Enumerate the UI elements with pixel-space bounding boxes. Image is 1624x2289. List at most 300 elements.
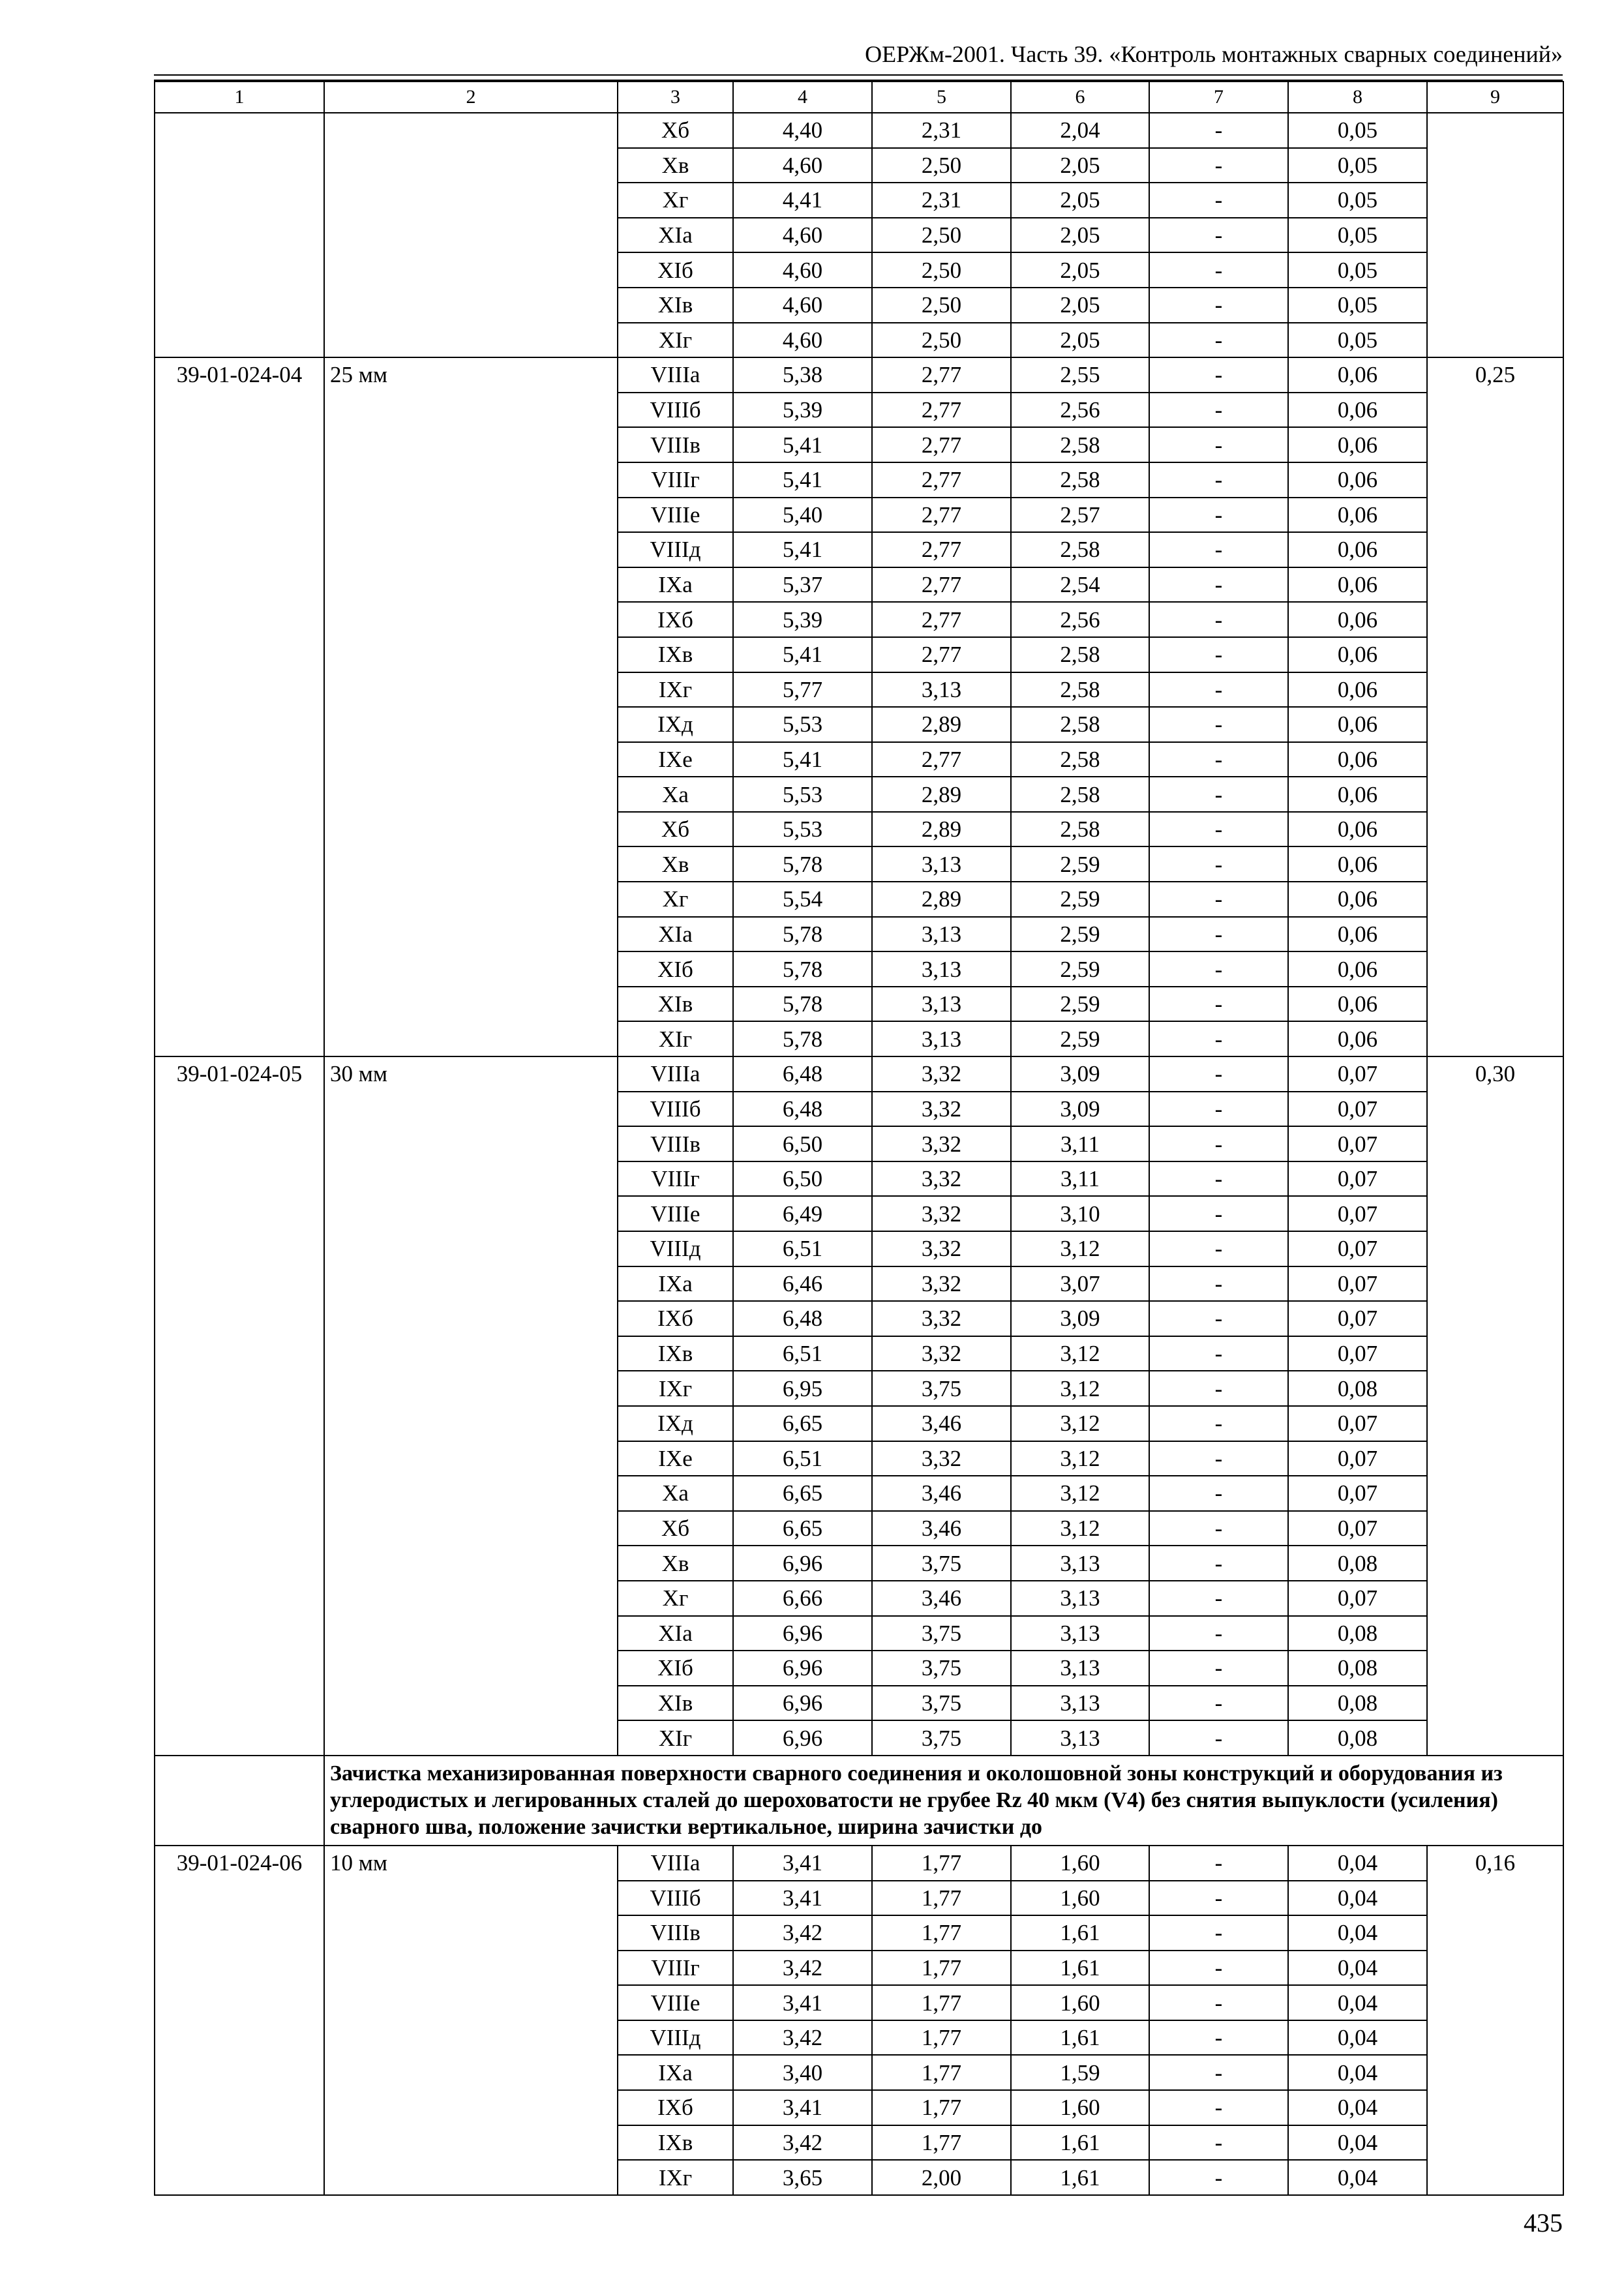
table-cell: 5,41 xyxy=(733,427,872,462)
column-number: 9 xyxy=(1427,82,1563,113)
table-cell: Хв xyxy=(618,148,733,183)
rates-table xyxy=(154,81,1564,2196)
table-cell: 3,09 xyxy=(1011,1056,1149,1092)
table-cell: 5,53 xyxy=(733,812,872,847)
table-cell: 0,07 xyxy=(1288,1476,1427,1511)
table-cell: 2,89 xyxy=(872,882,1011,917)
table-cell: 4,60 xyxy=(733,323,872,358)
table-cell: 0,07 xyxy=(1288,1161,1427,1197)
table-cell: - xyxy=(1149,1511,1288,1546)
table-cell: Хг xyxy=(618,882,733,917)
table-cell: IХе xyxy=(618,742,733,777)
table-cell: - xyxy=(1149,1126,1288,1161)
last-column-value: 0,25 xyxy=(1427,357,1563,1056)
table-cell: 5,39 xyxy=(733,393,872,428)
table-cell: 2,77 xyxy=(872,567,1011,603)
table-cell: 2,31 xyxy=(872,113,1011,148)
table-cell: 2,77 xyxy=(872,498,1011,533)
table-cell: IХд xyxy=(618,1406,733,1441)
last-column-value: 0,30 xyxy=(1427,1056,1563,1756)
table-cell: 2,05 xyxy=(1011,288,1149,323)
table-cell: 0,07 xyxy=(1288,1441,1427,1476)
table-cell: 3,09 xyxy=(1011,1301,1149,1336)
table-cell: 0,04 xyxy=(1288,2020,1427,2056)
table-cell: 0,07 xyxy=(1288,1231,1427,1266)
table-cell: Хг xyxy=(618,183,733,218)
table-cell: 2,89 xyxy=(872,812,1011,847)
table-cell: 3,32 xyxy=(872,1266,1011,1302)
table-cell: 0,04 xyxy=(1288,1951,1427,1986)
table-cell: Хв xyxy=(618,1546,733,1581)
table-cell: - xyxy=(1149,846,1288,882)
table-cell: 1,60 xyxy=(1011,1985,1149,2020)
table-cell: Хг xyxy=(618,1581,733,1616)
table-cell: Ха xyxy=(618,1476,733,1511)
table-cell: 3,46 xyxy=(872,1406,1011,1441)
table-cell: 2,77 xyxy=(872,742,1011,777)
table-cell: 4,60 xyxy=(733,148,872,183)
column-number: 4 xyxy=(733,82,872,113)
table-cell: 3,42 xyxy=(733,2125,872,2161)
table-cell: 0,04 xyxy=(1288,2090,1427,2125)
table-cell: 2,58 xyxy=(1011,427,1149,462)
table-cell: 0,06 xyxy=(1288,951,1427,987)
table-cell: - xyxy=(1149,1476,1288,1511)
table-cell: - xyxy=(1149,707,1288,742)
table-cell: 2,04 xyxy=(1011,113,1149,148)
table-cell: 4,60 xyxy=(733,252,872,288)
table-cell: 3,13 xyxy=(872,846,1011,882)
table-cell: 0,06 xyxy=(1288,498,1427,533)
table-cell: 5,39 xyxy=(733,602,872,637)
table-cell: - xyxy=(1149,1371,1288,1406)
table-cell: 1,77 xyxy=(872,2090,1011,2125)
table-cell: 0,06 xyxy=(1288,707,1427,742)
table-cell: 1,60 xyxy=(1011,2090,1149,2125)
table-cell: 0,06 xyxy=(1288,357,1427,393)
table-cell: ХIг xyxy=(618,1720,733,1756)
table-cell: 3,32 xyxy=(872,1441,1011,1476)
table-cell: IХе xyxy=(618,1441,733,1476)
table-cell: 3,10 xyxy=(1011,1196,1149,1231)
table-cell: 5,78 xyxy=(733,987,872,1022)
section-description-row xyxy=(155,1756,1563,1846)
table-cell: 0,05 xyxy=(1288,183,1427,218)
table-cell: 2,77 xyxy=(872,602,1011,637)
table-cell: 0,04 xyxy=(1288,2055,1427,2090)
table-cell: - xyxy=(1149,183,1288,218)
table-cell: - xyxy=(1149,812,1288,847)
table-cell: ХIа xyxy=(618,917,733,952)
table-cell: 6,96 xyxy=(733,1616,872,1651)
table-cell: 3,75 xyxy=(872,1371,1011,1406)
table-cell: 2,00 xyxy=(872,2160,1011,2195)
table-cell: 2,89 xyxy=(872,707,1011,742)
table-cell: 0,06 xyxy=(1288,987,1427,1022)
table-cell: VIIIб xyxy=(618,1881,733,1916)
table-cell: 3,41 xyxy=(733,2090,872,2125)
table-cell: 0,06 xyxy=(1288,1021,1427,1056)
table-cell: 0,06 xyxy=(1288,602,1427,637)
table-cell: 2,59 xyxy=(1011,951,1149,987)
table-cell: - xyxy=(1149,1231,1288,1266)
table-row xyxy=(155,113,1563,148)
table-cell: 3,75 xyxy=(872,1686,1011,1721)
table-cell: 3,75 xyxy=(872,1651,1011,1686)
table-cell: 3,46 xyxy=(872,1581,1011,1616)
table-cell: 2,77 xyxy=(872,357,1011,393)
table-cell: VIIIе xyxy=(618,1985,733,2020)
table-cell: 0,08 xyxy=(1288,1720,1427,1756)
table-cell: 0,07 xyxy=(1288,1406,1427,1441)
table-cell: 1,77 xyxy=(872,2020,1011,2056)
table-cell: 0,04 xyxy=(1288,1985,1427,2020)
table-cell: - xyxy=(1149,882,1288,917)
table-cell: - xyxy=(1149,1266,1288,1302)
table-cell: 6,65 xyxy=(733,1476,872,1511)
column-number: 2 xyxy=(324,82,618,113)
table-cell: IХв xyxy=(618,1336,733,1371)
table-cell: 2,56 xyxy=(1011,602,1149,637)
table-cell: - xyxy=(1149,1686,1288,1721)
table-cell: 2,05 xyxy=(1011,148,1149,183)
table-cell: ХIв xyxy=(618,288,733,323)
table-cell: - xyxy=(1149,113,1288,148)
table-cell: 1,77 xyxy=(872,1951,1011,1986)
table-cell: 3,32 xyxy=(872,1056,1011,1092)
table-cell: 3,40 xyxy=(733,2055,872,2090)
table-cell: - xyxy=(1149,148,1288,183)
page-number: 435 xyxy=(1524,2208,1563,2237)
table-cell: IХб xyxy=(618,602,733,637)
table-cell: 2,54 xyxy=(1011,567,1149,603)
table-cell: 0,06 xyxy=(1288,777,1427,812)
table-row xyxy=(155,1056,1563,1092)
table-cell: 3,13 xyxy=(872,987,1011,1022)
column-number: 3 xyxy=(618,82,733,113)
table-cell: 6,96 xyxy=(733,1546,872,1581)
table-cell: 6,46 xyxy=(733,1266,872,1302)
table-cell: 1,77 xyxy=(872,1881,1011,1916)
table-cell: IХг xyxy=(618,2160,733,2195)
table-cell: 3,42 xyxy=(733,2020,872,2056)
table-cell: Хб xyxy=(618,1511,733,1546)
table-cell: - xyxy=(1149,532,1288,567)
table-cell: ХIг xyxy=(618,1021,733,1056)
table-cell: 3,32 xyxy=(872,1231,1011,1266)
table-cell: 5,53 xyxy=(733,707,872,742)
table-cell: 0,05 xyxy=(1288,323,1427,358)
table-cell: IХб xyxy=(618,1301,733,1336)
table-cell: 6,48 xyxy=(733,1092,872,1127)
table-cell: 1,60 xyxy=(1011,1881,1149,1916)
table-cell: - xyxy=(1149,1616,1288,1651)
table-row xyxy=(155,357,1563,393)
table-cell: 3,09 xyxy=(1011,1092,1149,1127)
table-cell: 2,50 xyxy=(872,218,1011,253)
table-cell: 2,58 xyxy=(1011,637,1149,672)
table-cell: 0,06 xyxy=(1288,846,1427,882)
table-cell: 0,07 xyxy=(1288,1266,1427,1302)
table-cell: 2,50 xyxy=(872,148,1011,183)
header-rule xyxy=(154,74,1563,76)
table-cell: - xyxy=(1149,1301,1288,1336)
table-cell: ХIб xyxy=(618,1651,733,1686)
last-column-value: 0,16 xyxy=(1427,1846,1563,2195)
table-cell: 2,59 xyxy=(1011,1021,1149,1056)
table-body xyxy=(155,113,1563,2195)
table-cell: 1,77 xyxy=(872,2055,1011,2090)
table-cell: 1,61 xyxy=(1011,1915,1149,1951)
table-cell: 0,04 xyxy=(1288,1881,1427,1916)
table-cell: 0,07 xyxy=(1288,1336,1427,1371)
size-value: 25 мм xyxy=(324,357,618,1056)
table-cell: 6,51 xyxy=(733,1336,872,1371)
table-cell: Хб xyxy=(618,812,733,847)
table-cell: ХIа xyxy=(618,218,733,253)
table-cell: - xyxy=(1149,252,1288,288)
table-cell: - xyxy=(1149,288,1288,323)
table-cell: VIIIб xyxy=(618,393,733,428)
table-cell: - xyxy=(1149,2125,1288,2161)
table-cell: VIIIд xyxy=(618,532,733,567)
table-cell: 0,06 xyxy=(1288,917,1427,952)
table-cell: 0,06 xyxy=(1288,812,1427,847)
table-cell: 2,50 xyxy=(872,323,1011,358)
table-cell: 2,58 xyxy=(1011,742,1149,777)
table-cell: 6,48 xyxy=(733,1301,872,1336)
table-cell: 3,12 xyxy=(1011,1441,1149,1476)
table-cell: 0,08 xyxy=(1288,1686,1427,1721)
table-cell: 3,13 xyxy=(1011,1686,1149,1721)
table-cell: 0,06 xyxy=(1288,393,1427,428)
table-cell: 3,41 xyxy=(733,1985,872,2020)
table-cell: - xyxy=(1149,462,1288,498)
column-number: 7 xyxy=(1149,82,1288,113)
table-cell: 6,65 xyxy=(733,1406,872,1441)
table-cell: 3,07 xyxy=(1011,1266,1149,1302)
table-cell: 3,12 xyxy=(1011,1476,1149,1511)
table-cell: 0,04 xyxy=(1288,1846,1427,1881)
table-cell: 0,07 xyxy=(1288,1056,1427,1092)
table-cell: - xyxy=(1149,2055,1288,2090)
table-cell: IХб xyxy=(618,2090,733,2125)
table-cell: - xyxy=(1149,218,1288,253)
table-cell: 2,31 xyxy=(872,183,1011,218)
table-cell: - xyxy=(1149,1651,1288,1686)
table-cell: 0,06 xyxy=(1288,567,1427,603)
table-cell: VIIIв xyxy=(618,427,733,462)
table-cell: - xyxy=(1149,1161,1288,1197)
table-cell: 0,08 xyxy=(1288,1616,1427,1651)
table-cell: 0,04 xyxy=(1288,2160,1427,2195)
size-value: 10 мм xyxy=(324,1846,618,2195)
table-cell: 2,05 xyxy=(1011,218,1149,253)
table-cell: VIIIе xyxy=(618,498,733,533)
table-cell: VIIIа xyxy=(618,1846,733,1881)
table-cell: IХг xyxy=(618,1371,733,1406)
table-cell: 5,41 xyxy=(733,532,872,567)
table-cell: ХIа xyxy=(618,1616,733,1651)
table-cell: 1,77 xyxy=(872,1915,1011,1951)
column-number-row xyxy=(155,82,1563,113)
table-cell: 1,61 xyxy=(1011,2125,1149,2161)
table-cell: 1,77 xyxy=(872,1985,1011,2020)
table-cell: 3,12 xyxy=(1011,1371,1149,1406)
table-cell: VIIIе xyxy=(618,1196,733,1231)
table-cell: - xyxy=(1149,742,1288,777)
table-cell: ХIв xyxy=(618,987,733,1022)
table-cell: 3,46 xyxy=(872,1511,1011,1546)
table-cell: 3,41 xyxy=(733,1881,872,1916)
table-cell: 0,08 xyxy=(1288,1371,1427,1406)
table-cell: 3,41 xyxy=(733,1846,872,1881)
table-cell: 2,77 xyxy=(872,532,1011,567)
table-cell: 0,05 xyxy=(1288,113,1427,148)
table-cell: IХг xyxy=(618,672,733,708)
table-cell: 3,42 xyxy=(733,1951,872,1986)
table-cell: 3,13 xyxy=(872,672,1011,708)
table-cell: 2,77 xyxy=(872,427,1011,462)
table-cell: - xyxy=(1149,987,1288,1022)
table-cell: 4,41 xyxy=(733,183,872,218)
table-cell: VIIIд xyxy=(618,1231,733,1266)
table-cell: - xyxy=(1149,602,1288,637)
table-cell: - xyxy=(1149,357,1288,393)
table-cell: Ха xyxy=(618,777,733,812)
empty-cell xyxy=(155,1756,324,1846)
table-cell: 2,55 xyxy=(1011,357,1149,393)
table-cell: 0,08 xyxy=(1288,1546,1427,1581)
column-number: 1 xyxy=(155,82,324,113)
table-cell: 0,07 xyxy=(1288,1511,1427,1546)
table-cell: 5,53 xyxy=(733,777,872,812)
table-cell: - xyxy=(1149,917,1288,952)
table-cell: 0,08 xyxy=(1288,1651,1427,1686)
table-cell: - xyxy=(1149,1951,1288,1986)
table-cell: 5,40 xyxy=(733,498,872,533)
size-value xyxy=(324,113,618,357)
table-cell: 3,75 xyxy=(872,1546,1011,1581)
table-cell: - xyxy=(1149,1021,1288,1056)
table-cell: 6,51 xyxy=(733,1441,872,1476)
table-cell: - xyxy=(1149,1056,1288,1092)
table-cell: 3,13 xyxy=(1011,1616,1149,1651)
table-cell: 5,41 xyxy=(733,462,872,498)
table-cell: 0,06 xyxy=(1288,882,1427,917)
table-cell: - xyxy=(1149,498,1288,533)
column-number: 5 xyxy=(872,82,1011,113)
table-cell: 3,75 xyxy=(872,1616,1011,1651)
table-cell: 5,78 xyxy=(733,846,872,882)
table-cell: 0,06 xyxy=(1288,742,1427,777)
table-cell: 1,77 xyxy=(872,2125,1011,2161)
table-cell: 5,37 xyxy=(733,567,872,603)
table-cell: 3,12 xyxy=(1011,1336,1149,1371)
table-cell: 3,32 xyxy=(872,1336,1011,1371)
table-cell: - xyxy=(1149,1985,1288,2020)
table-cell: Хв xyxy=(618,846,733,882)
table-cell: 2,89 xyxy=(872,777,1011,812)
table-row xyxy=(155,1846,1563,1881)
table-cell: VIIIг xyxy=(618,1951,733,1986)
table-cell: - xyxy=(1149,2090,1288,2125)
table-cell: 0,05 xyxy=(1288,148,1427,183)
table-cell: VIIIа xyxy=(618,357,733,393)
table-cell: - xyxy=(1149,951,1288,987)
column-number: 6 xyxy=(1011,82,1149,113)
table-cell: 1,60 xyxy=(1011,1846,1149,1881)
table-cell: 2,59 xyxy=(1011,987,1149,1022)
table-cell: 3,75 xyxy=(872,1720,1011,1756)
table-cell: 6,95 xyxy=(733,1371,872,1406)
table-cell: 3,32 xyxy=(872,1092,1011,1127)
table-cell: 4,40 xyxy=(733,113,872,148)
table-cell: IХв xyxy=(618,2125,733,2161)
table-cell: 0,04 xyxy=(1288,2125,1427,2161)
table-cell: 2,58 xyxy=(1011,462,1149,498)
table-cell: 3,32 xyxy=(872,1126,1011,1161)
table-cell: 2,05 xyxy=(1011,252,1149,288)
table-cell: 5,41 xyxy=(733,742,872,777)
table-cell: ХIв xyxy=(618,1686,733,1721)
table-cell: 6,50 xyxy=(733,1161,872,1197)
table-cell: VIIIд xyxy=(618,2020,733,2056)
table-cell: - xyxy=(1149,1915,1288,1951)
table-cell: 2,50 xyxy=(872,252,1011,288)
table-cell: 3,12 xyxy=(1011,1511,1149,1546)
table-cell: 2,58 xyxy=(1011,707,1149,742)
table-cell: 6,96 xyxy=(733,1720,872,1756)
table-cell: 0,07 xyxy=(1288,1126,1427,1161)
rate-code xyxy=(155,113,324,357)
table-cell: Хб xyxy=(618,113,733,148)
table-cell: ХIб xyxy=(618,951,733,987)
table-cell: 5,38 xyxy=(733,357,872,393)
table-cell: 0,07 xyxy=(1288,1196,1427,1231)
last-column-value xyxy=(1427,113,1563,357)
table-cell: 3,13 xyxy=(872,1021,1011,1056)
table-cell: 5,54 xyxy=(733,882,872,917)
table-cell: 2,77 xyxy=(872,637,1011,672)
table-cell: 1,61 xyxy=(1011,2020,1149,2056)
table-cell: 6,48 xyxy=(733,1056,872,1092)
table-cell: 6,49 xyxy=(733,1196,872,1231)
table-cell: VIIIг xyxy=(618,462,733,498)
table-cell: 3,13 xyxy=(1011,1720,1149,1756)
table-cell: 2,58 xyxy=(1011,672,1149,708)
running-header: ОЕРЖм-2001. Часть 39. «Контроль монтажных сварных соединений» xyxy=(865,41,1563,67)
section-description: Зачистка механизированная поверхности сварного соединения и околошовной зоны конструкций и оборудования из углеродистых и легированных сталей до шероховатости не грубее Rz 40 мкм (V4) без снятия выпуклости (усиления) сварного шва, положение зачистки вертикальное, ширина зачистки до xyxy=(324,1756,1563,1846)
column-number: 8 xyxy=(1288,82,1427,113)
table-cell: 6,96 xyxy=(733,1651,872,1686)
table-cell: IХд xyxy=(618,707,733,742)
table-cell: 2,58 xyxy=(1011,532,1149,567)
table-cell: - xyxy=(1149,1406,1288,1441)
table-cell: 3,13 xyxy=(1011,1581,1149,1616)
table-cell: 1,77 xyxy=(872,1846,1011,1881)
table-cell: 3,11 xyxy=(1011,1126,1149,1161)
table-cell: 2,77 xyxy=(872,393,1011,428)
rate-code: 39-01-024-05 xyxy=(155,1056,324,1756)
table-cell: - xyxy=(1149,1846,1288,1881)
table-cell: - xyxy=(1149,1546,1288,1581)
table-cell: 1,61 xyxy=(1011,2160,1149,2195)
table-cell: - xyxy=(1149,1441,1288,1476)
table-cell: 0,07 xyxy=(1288,1581,1427,1616)
table-cell: ХIб xyxy=(618,252,733,288)
table-cell: 0,05 xyxy=(1288,218,1427,253)
